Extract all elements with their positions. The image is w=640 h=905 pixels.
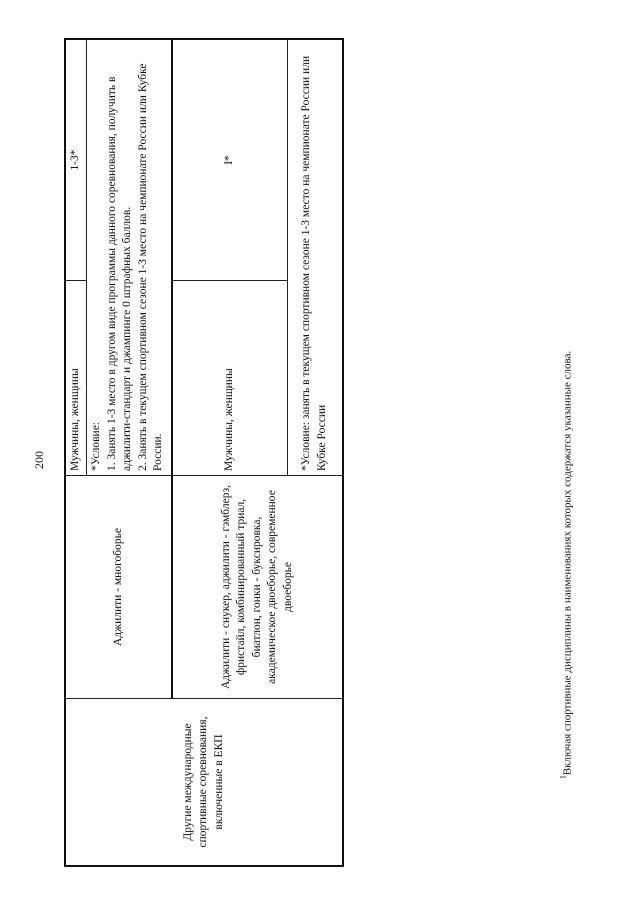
footnote-marker: 1 xyxy=(558,775,568,780)
discipline-cell: Аджилити - снукер, аджилити - гэмблерз, фристайл, комбинированный триал, биатлон, гонки - буксировка, академическое двоеборье, современное двоеборье xyxy=(172,476,343,699)
place-cell: I* xyxy=(172,39,288,281)
gender-cell: Мужчины, женщины xyxy=(172,281,288,476)
discipline-cell: Аджилити - многоборье xyxy=(65,476,172,699)
footnote xyxy=(559,270,574,860)
condition-cell: *Условие: занять в текущем спортивном сезоне 1-3 место на чемпионате России или Кубке России xyxy=(288,39,344,476)
condition-cell xyxy=(87,39,173,476)
footnote-text: Включая спортивные дисциплины в наименованиях которых содержатся указанные слова. xyxy=(561,350,574,776)
rotated-table-container xyxy=(64,55,344,867)
table-row xyxy=(65,39,87,866)
place-cell: 1-3* xyxy=(65,39,87,281)
gender-cell: Мужчины, женщины xyxy=(65,281,87,476)
condition-title: *Условие: xyxy=(90,422,102,471)
sports-classification-table xyxy=(64,38,344,867)
group-label-cell: Другие международные спортивные соревнования, включенные в ЕКП xyxy=(65,699,343,867)
condition-item: 2. Занять в текущем спортивном сезоне 1-3 место на чемпионате России или Кубке России. xyxy=(136,63,165,471)
document-table-area xyxy=(64,55,344,867)
condition-item: 1. Занять 1-3 место в другом виде программы данного соревнования, получить в аджилити-стандарт и джампинге 0 штрафных баллов. xyxy=(105,76,134,471)
page-number: 200 xyxy=(32,451,46,469)
